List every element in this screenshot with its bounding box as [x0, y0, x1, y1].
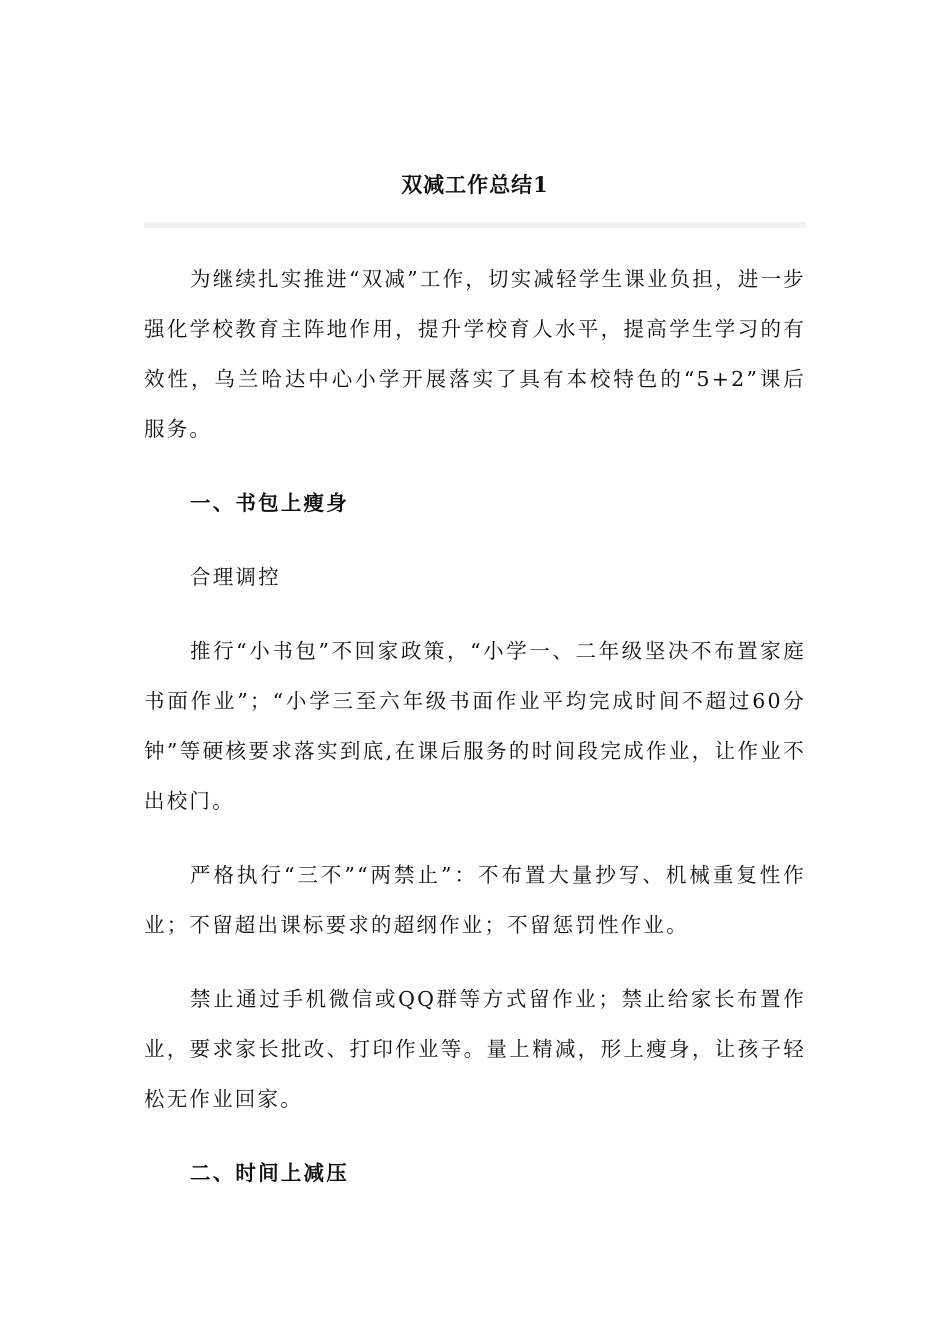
- section-heading-1: 一、书包上瘦身: [190, 491, 349, 515]
- section-heading-2: 二、时间上减压: [190, 1161, 349, 1185]
- body-paragraph-2: 严格执行“三不”“两禁止”：不布置大量抄写、机械重复性作业；不留超出课标要求的超纲作业；不留惩罚性作业。: [144, 863, 806, 937]
- body-paragraph-1: 推行“小书包”不回家政策，“小学一、二年级坚决不布置家庭书面作业”；“小学三至六年级书面作业平均完成时间不超过60分钟”等硬核要求落实到底,在课后服务的时间段完成作业，让作业不出校门。: [144, 639, 806, 813]
- body-paragraph-3: 禁止通过手机微信或QQ群等方式留作业；禁止给家长布置作业，要求家长批改、打印作业等。量上精减，形上瘦身，让孩子轻松无作业回家。: [144, 987, 806, 1111]
- document-title: 双减工作总结1: [401, 172, 549, 197]
- title-divider: [144, 222, 806, 228]
- subheading-paragraph: 合理调控: [190, 565, 281, 589]
- document-body: [144, 254, 806, 1222]
- intro-paragraph: 为继续扎实推进“双减”工作，切实减轻学生课业负担，进一步强化学校教育主阵地作用，提升学校育人水平，提高学生学习的有效性，乌兰哈达中心小学开展落实了具有本校特色的“5+2”课后服务。: [144, 267, 806, 441]
